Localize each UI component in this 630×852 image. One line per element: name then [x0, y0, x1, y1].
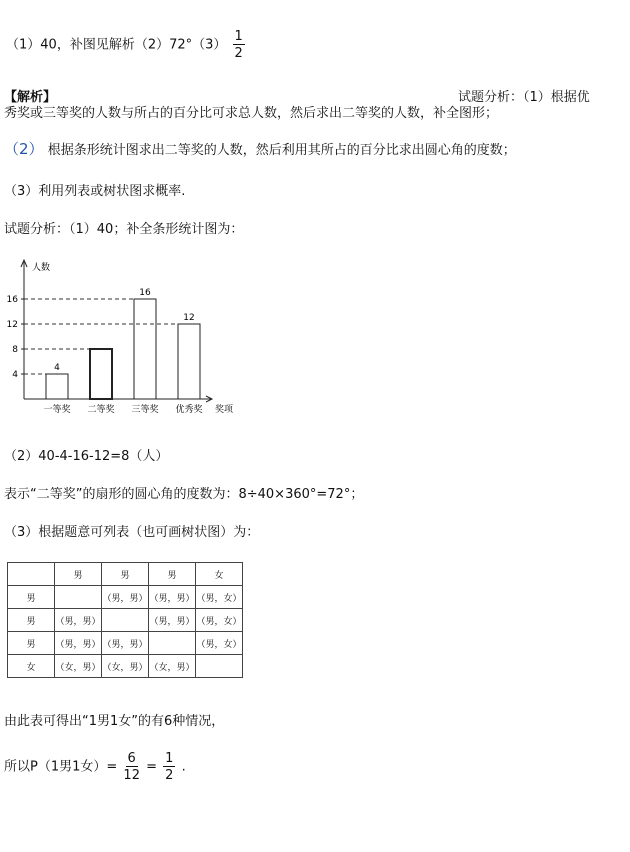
probability-line	[4, 752, 186, 782]
probability-fraction-1	[123, 752, 140, 782]
data-label: 12	[183, 313, 195, 323]
category-label: 优秀奖	[175, 405, 203, 415]
table-row	[8, 586, 243, 609]
y-tick-label: 16	[6, 295, 18, 305]
table-cell	[8, 563, 55, 586]
y-tick-label: 12	[6, 320, 18, 330]
table-cell	[55, 586, 102, 609]
fraction-numerator: 1	[165, 751, 174, 766]
table-cell: （女，男）	[149, 655, 196, 678]
step2-text: 根据条形统计图求出二等奖的人数，然后利用其所占的百分比求出圆心角的度数；	[47, 143, 516, 158]
y-tick-label: 4	[12, 370, 18, 380]
table-cell: 男	[8, 609, 55, 632]
category-label: 三等奖	[131, 405, 159, 415]
data-label: 4	[54, 363, 60, 373]
equals-sign: =	[146, 759, 158, 775]
analysis-intro-right: 试题分析：（1）根据优	[458, 90, 590, 105]
table-cell: 男	[55, 563, 102, 586]
table-row	[8, 609, 243, 632]
probability-fraction-2	[163, 752, 175, 782]
y-tick-label: 8	[12, 345, 18, 355]
chart-marks	[24, 288, 203, 415]
table-cell: （男，女）	[196, 609, 243, 632]
period: .	[181, 759, 186, 775]
fraction-denominator: 2	[165, 768, 174, 783]
table-cell	[102, 609, 149, 632]
table-cell: 女	[196, 563, 243, 586]
analysis-intro-line2: 秀奖或三等奖的人数与所占的百分比可求总人数，然后求出二等奖的人数，补全图形；	[4, 106, 499, 121]
table-cell: （男，男）	[55, 609, 102, 632]
calc-line-1: （2）40-4-16-12=8（人）	[4, 449, 169, 464]
bar	[90, 349, 112, 399]
answer-fraction	[233, 30, 245, 60]
fraction-numerator: 1	[234, 29, 243, 44]
y-axis-label: 人数	[32, 263, 51, 273]
analysis-heading: 【解析】	[4, 90, 57, 105]
outcome-table	[7, 562, 243, 678]
table-cell: 男	[8, 632, 55, 655]
step2-label: （2）	[4, 140, 44, 158]
analysis-step3: （3）利用列表或树状图求概率.	[4, 184, 186, 199]
category-label: 二等奖	[87, 405, 115, 415]
table-cell: （男，男）	[102, 586, 149, 609]
solution-line: 试题分析：（1）40；补全条形统计图为：	[4, 222, 244, 237]
x-axis-label: 奖项	[215, 405, 234, 415]
answer-text: （1）40，补图见解析（2）72°（3）	[6, 37, 227, 53]
table-cell: （男，女）	[196, 632, 243, 655]
table-cell: （男，男）	[55, 632, 102, 655]
table-cell: 男	[102, 563, 149, 586]
table-cell: 女	[8, 655, 55, 678]
table-cell: （男，男）	[149, 609, 196, 632]
analysis-step2	[4, 138, 516, 159]
calc-line-3: （3）根据题意可列表（也可画树状图）为：	[4, 525, 260, 540]
fraction-denominator: 12	[123, 768, 140, 783]
table-cell	[149, 632, 196, 655]
category-label: 一等奖	[43, 405, 71, 415]
table-cell: （男，男）	[149, 586, 196, 609]
probability-prefix: 所以P（1男1女）=	[4, 759, 118, 775]
table-header-row	[8, 563, 243, 586]
table-cell: 男	[8, 586, 55, 609]
table-cell: （女，男）	[102, 655, 149, 678]
conclusion-line-1: 由此表可得出“1男1女”的有6种情况，	[4, 714, 225, 729]
table-cell: （女，男）	[55, 655, 102, 678]
bar	[134, 299, 156, 399]
table-cell	[196, 655, 243, 678]
fraction-denominator: 2	[234, 46, 243, 61]
calc-line-2: 表示“二等奖”的扇形的圆心角的度数为：8÷40×360°=72°；	[4, 487, 364, 502]
table-cell: （男，男）	[102, 632, 149, 655]
fraction-numerator: 6	[127, 751, 136, 766]
data-label: 16	[139, 288, 151, 298]
bar	[178, 324, 200, 399]
table-row	[8, 632, 243, 655]
table-cell: 男	[149, 563, 196, 586]
bar-chart	[0, 252, 260, 422]
bar	[46, 374, 68, 399]
table-row	[8, 655, 243, 678]
answer-line	[6, 30, 247, 60]
table-cell: （男，女）	[196, 586, 243, 609]
